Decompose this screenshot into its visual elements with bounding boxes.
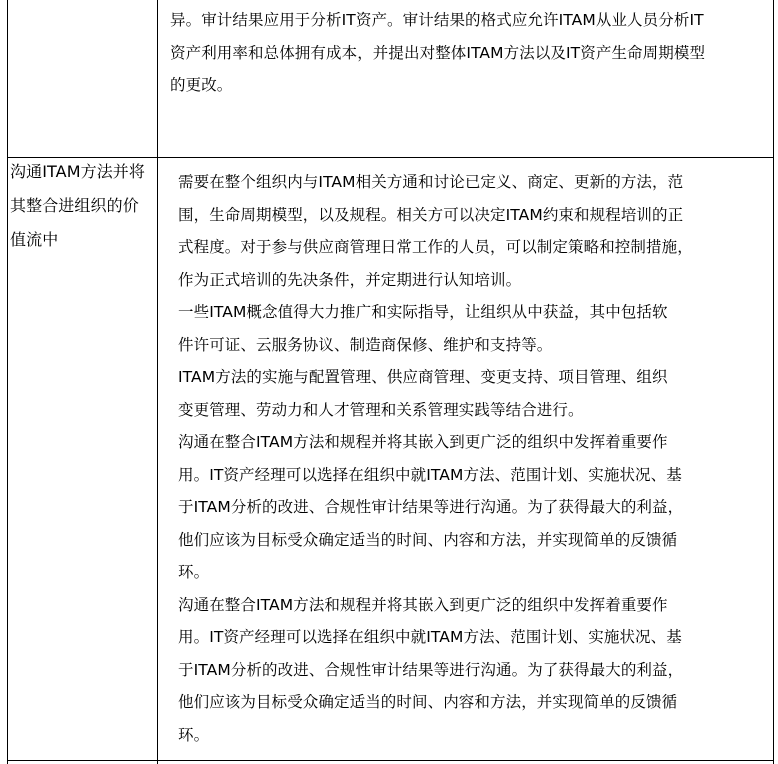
table-right-border [773,0,774,764]
table-column-divider [157,0,158,764]
text-line: 变更管理、劳动力和人才管理和关系管理实践等结合进行。 [178,400,584,419]
table-left-border [7,0,8,764]
text-line: 于ITAM分析的改进、合规性审计结果等进行沟通。为了获得最大的利益， [178,498,684,516]
row-content [170,166,693,751]
text-line: 资产利用率和总体拥有成本，并提出对整体ITAM方法以及IT资产生命周期模型 [170,43,706,62]
top-row-content [170,4,705,102]
label-line: 沟通ITAM方法并将 [10,162,146,181]
text-line: 他们应该为目标受众确定适当的时间、内容和方法，并实现简单的反馈循 [178,530,678,549]
text-line: 环。 [178,725,210,744]
text-line: ITAM方法的实施与配置管理、供应商管理、变更支持、项目管理、组织 [178,368,668,386]
text-line: 异。审计结果应用于分析IT资产。审计结果的格式应允许ITAM从业人员分析IT [170,11,704,29]
paragraph [170,589,693,752]
text-line: 的更改。 [170,76,233,94]
table-bottom-border [7,760,774,761]
text-line: 件许可证、云服务协议、制造商保修、维护和支持等。 [178,335,553,354]
text-line: 于ITAM分析的改进、合规性审计结果等进行沟通。为了获得最大的利益， [178,660,684,679]
text-line: 作为正式培训的先决条件，并定期进行认知培训。 [178,270,522,289]
paragraph [170,296,693,361]
label-line: 其整合进组织的价 [10,196,139,215]
text-line: 式程度。对于参与供应商管理日常工作的人员，可以制定策略和控制措施， [178,238,693,256]
text-line: 沟通在整合ITAM方法和规程并将其嵌入到更广泛的组织中发挥着重要作 [178,433,668,451]
label-line: 值流中 [10,230,59,249]
paragraph [170,166,693,296]
text-line: 围，生命周期模型，以及规程。相关方可以决定ITAM约束和规程培训的正 [178,205,684,224]
text-line: 一些ITAM概念值得大力推广和实际指导，让组织从中获益，其中包括软 [178,303,668,321]
text-line: 他们应该为目标受众确定适当的时间、内容和方法，并实现简单的反馈循 [178,693,678,711]
text-line: 沟通在整合ITAM方法和规程并将其嵌入到更广泛的组织中发挥着重要作 [178,595,668,614]
text-line: 用。IT资产经理可以选择在组织中就ITAM方法、范围计划、实施状况、基 [178,628,682,646]
text-line: 环。 [178,563,210,581]
row-label [10,155,145,257]
paragraph [170,361,693,426]
paragraph [170,426,693,589]
text-line: 用。IT资产经理可以选择在组织中就ITAM方法、范围计划、实施状况、基 [178,465,682,484]
text-line: 需要在整个组织内与ITAM相关方通和讨论已定义、商定、更新的方法，范 [178,173,684,191]
